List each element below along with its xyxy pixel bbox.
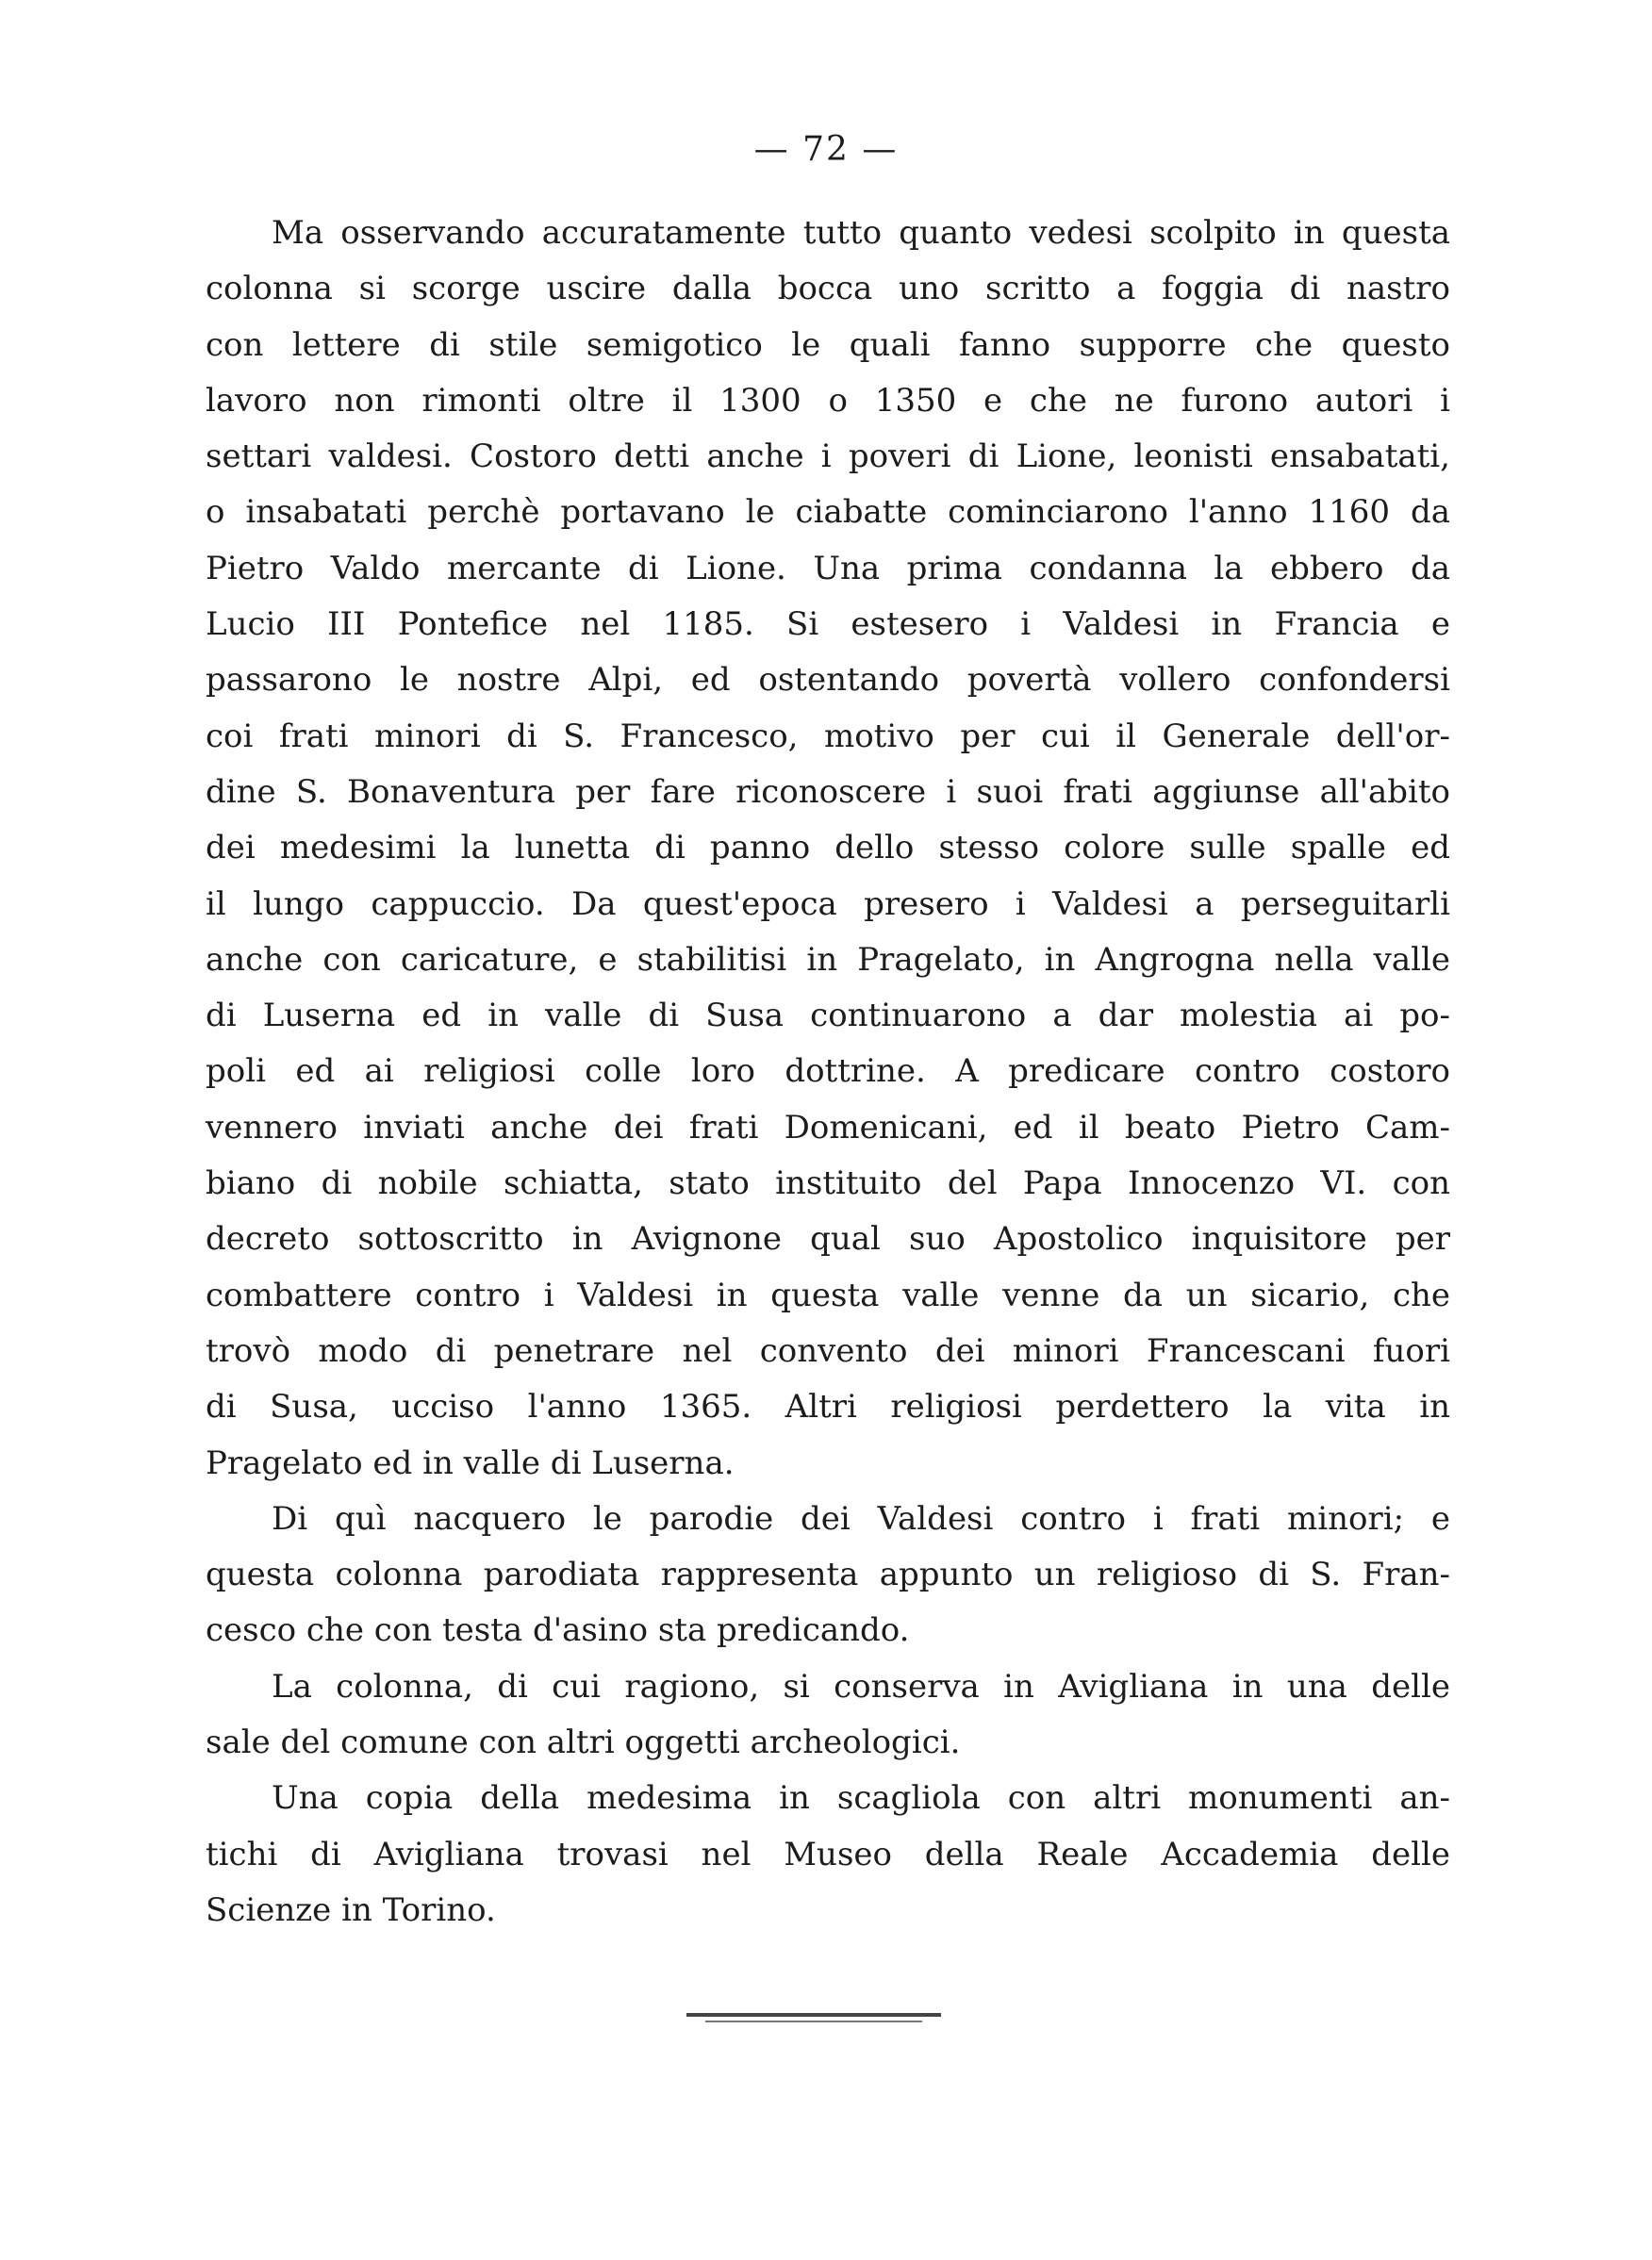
paragraph (206, 1659, 1450, 1772)
text-line: Pietro Valdo mercante di Lione. Una prima condanna la ebbero da (206, 549, 1450, 587)
text-line: questa colonna parodiata rappresenta appunto un religioso di S. Fran- (206, 1556, 1450, 1594)
body-text (206, 206, 1450, 1938)
text-line: Ma osservando accuratamente tutto quanto vedesi scolpito in questa (272, 214, 1450, 252)
text-line: dei medesimi la lunetta di panno dello stesso colore sulle spalle ed (206, 829, 1450, 867)
text-line: colonna si scorge uscire dalla bocca uno scritto a foggia di nastro (206, 270, 1450, 308)
page-number: — 72 — (753, 130, 899, 169)
text-line: coi frati minori di S. Francesco, motivo per cui il Generale dell'or- (206, 717, 1450, 755)
text-line: decreto sottoscritto in Avignone qual suo Apostolico inquisitore per (206, 1220, 1450, 1259)
text-line: tichi di Avigliana trovasi nel Museo della Reale Accademia delle (206, 1835, 1450, 1873)
text-line: anche con caricature, e stabilitisi in Pragelato, in Angrogna nella valle (206, 940, 1450, 979)
text-line: trovò modo di penetrare nel convento dei minori Francescani fuori (206, 1331, 1450, 1370)
end-ornament-rule (686, 2013, 941, 2017)
text-line: il lungo cappuccio. Da quest'epoca presero i Valdesi a perseguitarli (206, 884, 1450, 923)
text-line: cesco che con testa d'asino sta predicando. (206, 1611, 910, 1650)
text-line: Scienze in Torino. (206, 1890, 496, 1929)
text-line: di Susa, ucciso l'anno 1365. Altri religiosi perdettero la vita in (206, 1388, 1450, 1427)
text-line: Lucio III Pontefice nel 1185. Si estesero i Valdesi in Francia e (206, 605, 1450, 644)
text-line: con lettere di stile semigotico le quali fanno supporre che questo (206, 325, 1450, 364)
text-line: o insabatati perchè portavano le ciabatte cominciarono l'anno 1160 da (206, 493, 1450, 532)
paragraph (206, 1492, 1450, 1659)
text-line: poli ed ai religiosi colle loro dottrine. A predicare contro costoro (206, 1052, 1450, 1091)
text-line: biano di nobile schiatta, stato instituito del Papa Innocenzo VI. con (206, 1164, 1450, 1203)
paragraph (206, 206, 1450, 1492)
text-line: dine S. Bonaventura per fare riconoscere i suoi frati aggiunse all'abito (206, 772, 1450, 811)
text-line: La colonna, di cui ragiono, si conserva in Avigliana in una delle (272, 1667, 1450, 1706)
text-line: di Luserna ed in valle di Susa continuarono a dar molestia ai po- (206, 997, 1450, 1035)
paragraph (206, 1771, 1450, 1938)
text-line: combattere contro i Valdesi in questa valle venne da un sicario, che (206, 1276, 1450, 1314)
text-line: lavoro non rimonti oltre il 1300 o 1350 e che ne furono autori i (206, 381, 1450, 420)
text-line: settari valdesi. Costoro detti anche i poveri di Lione, leonisti ensabatati, (206, 437, 1450, 476)
text-line: passarono le nostre Alpi, ed ostentando povertà vollero confondersi (206, 661, 1450, 700)
text-line: Di quì nacquero le parodie dei Valdesi contro i frati minori; e (272, 1499, 1450, 1538)
text-line: Una copia della medesima in scagliola con altri monumenti an- (272, 1779, 1450, 1818)
text-line: Pragelato ed in valle di Luserna. (206, 1443, 735, 1482)
text-line: sale del comune con altri oggetti archeologici. (206, 1724, 961, 1762)
text-line: vennero inviati anche dei frati Domenicani, ed il beato Pietro Cam- (206, 1108, 1450, 1146)
